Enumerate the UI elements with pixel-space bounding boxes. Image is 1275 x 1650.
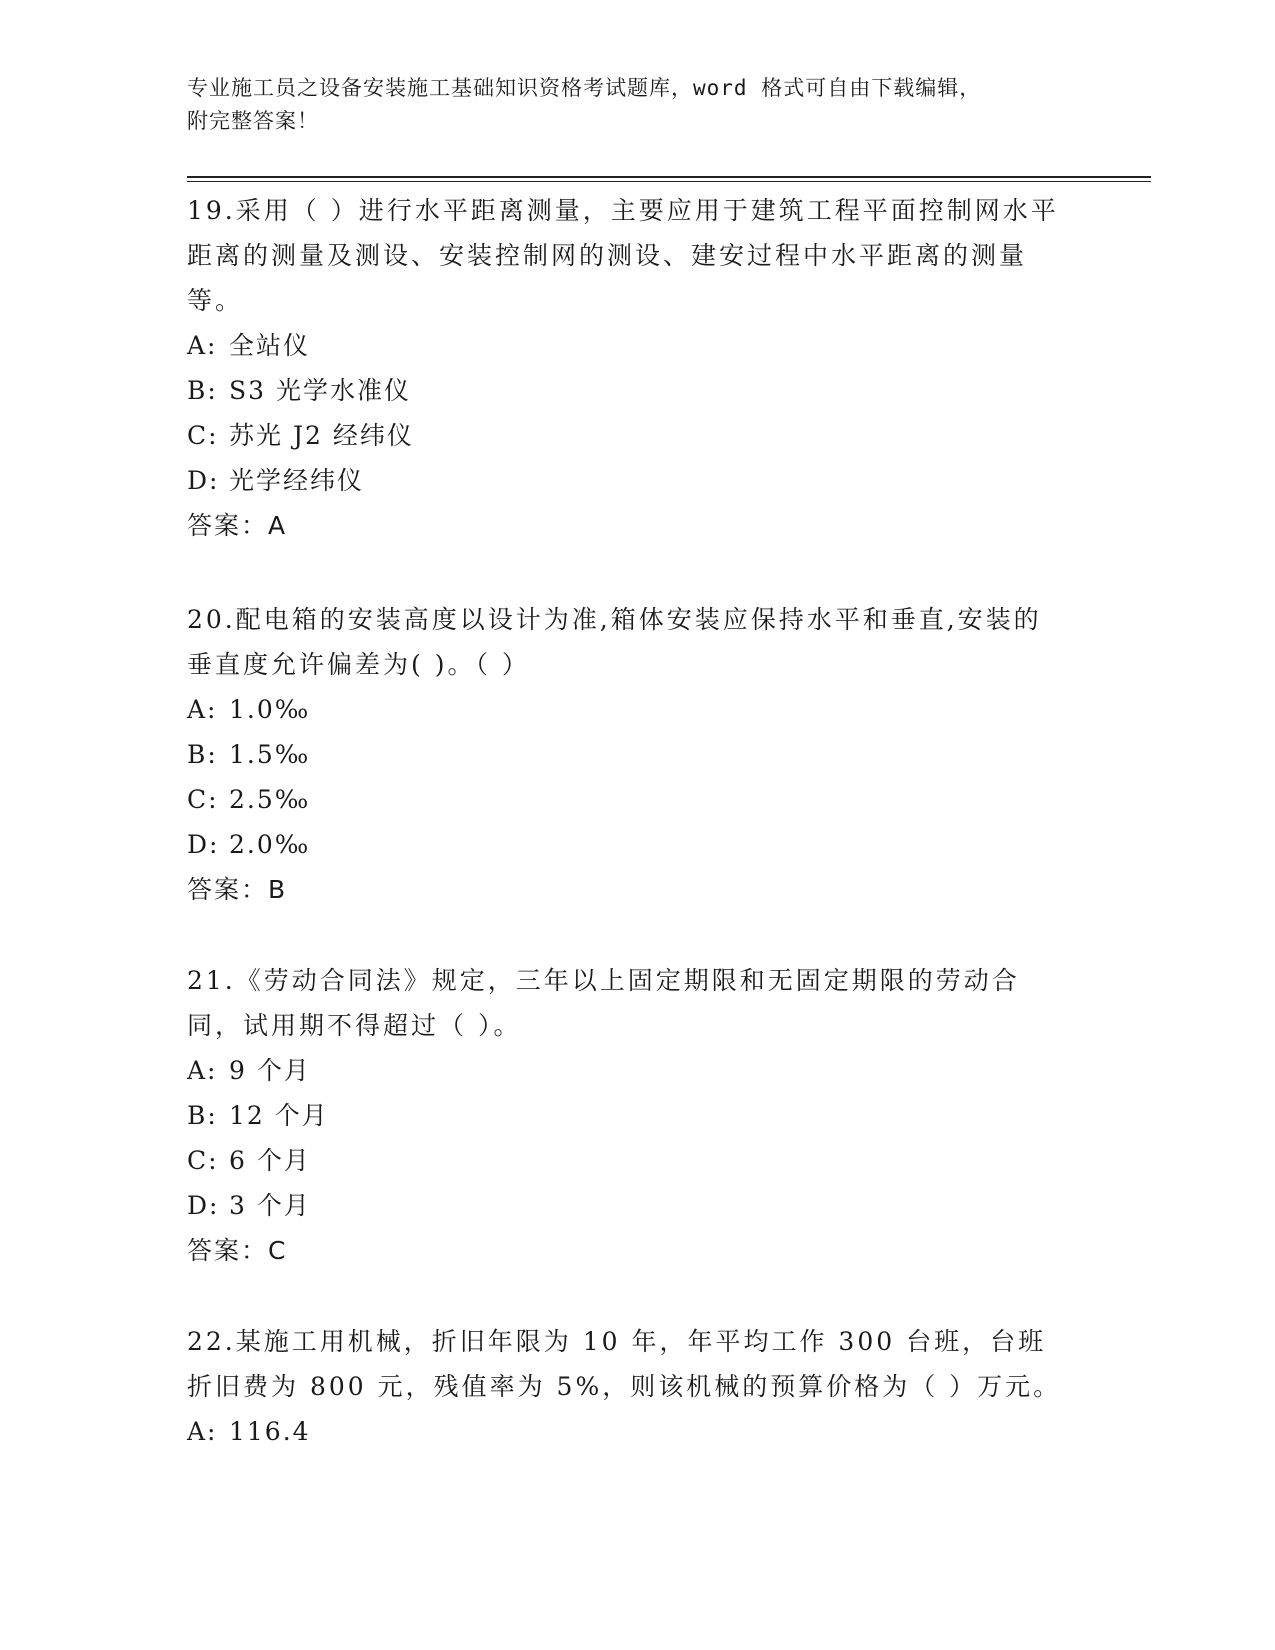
- document-header: [187, 72, 1067, 138]
- option-text: 3 个月: [229, 1191, 311, 1220]
- option-text: 1.5‰: [229, 740, 311, 769]
- option-text: S3 光学水准仪: [229, 376, 411, 405]
- question-21: [187, 958, 1067, 1273]
- answer-line: 答案：A: [187, 511, 288, 540]
- option-text: 1.0‰: [229, 695, 311, 724]
- option-text: 光学经纬仪: [229, 466, 365, 495]
- question-text: 21.《劳动合同法》规定，三年以上固定期限和无固定期限的劳动合同，试用期不得超过（ ）。: [187, 966, 1020, 1040]
- answer-line: 答案：B: [187, 875, 288, 904]
- option-d: [187, 822, 1067, 867]
- option-letter: A:: [187, 1056, 218, 1085]
- option-letter: B:: [187, 740, 218, 769]
- option-letter: A:: [187, 331, 218, 360]
- question-text: 19.采用（ ）进行水平距离测量，主要应用于建筑工程平面控制网水平距离的测量及测设、安装控制网的测设、建安过程中水平距离的测量等。: [187, 196, 1059, 315]
- option-letter: D:: [187, 1191, 220, 1220]
- option-c: [187, 1138, 1067, 1183]
- option-a: [187, 323, 1067, 368]
- option-c: [187, 777, 1067, 822]
- header-divider-thin: [187, 181, 1151, 182]
- option-letter: B:: [187, 1101, 218, 1130]
- question-text: 22.某施工用机械，折旧年限为 10 年，年平均工作 300 台班，台班折旧费为 800 元，残值率为 5%，则该机械的预算价格为（ ）万元。: [187, 1327, 1062, 1401]
- option-letter: B:: [187, 376, 218, 405]
- header-line-2: 附完整答案！: [187, 109, 319, 133]
- option-d: [187, 1183, 1067, 1228]
- option-text: 116.4: [229, 1417, 311, 1446]
- option-b: [187, 1093, 1067, 1138]
- option-letter: A:: [187, 1417, 218, 1446]
- option-a: [187, 1409, 1067, 1454]
- option-b: [187, 368, 1067, 413]
- option-text: 全站仪: [229, 331, 311, 360]
- question-20: [187, 597, 1067, 912]
- option-letter: C:: [187, 421, 219, 450]
- option-letter: C:: [187, 785, 219, 814]
- option-text: 12 个月: [229, 1101, 329, 1130]
- option-text: 2.0‰: [229, 830, 311, 859]
- header-divider-thick: [187, 176, 1151, 178]
- answer-line: 答案：C: [187, 1236, 288, 1265]
- option-a: [187, 687, 1067, 732]
- question-22: [187, 1319, 1067, 1454]
- header-line-1: 专业施工员之设备安装施工基础知识资格考试题库，word 格式可自由下载编辑，: [187, 76, 982, 100]
- question-text: 20.配电箱的安装高度以设计为准,箱体安装应保持水平和垂直,安装的垂直度允许偏差为( )。（ ）: [187, 605, 1042, 679]
- option-letter: C:: [187, 1146, 219, 1175]
- option-b: [187, 732, 1067, 777]
- option-d: [187, 458, 1067, 503]
- option-text: 苏光 J2 经纬仪: [229, 421, 414, 450]
- option-letter: D:: [187, 466, 220, 495]
- option-text: 9 个月: [229, 1056, 311, 1085]
- option-letter: D:: [187, 830, 220, 859]
- option-letter: A:: [187, 695, 218, 724]
- question-19: [187, 188, 1067, 548]
- option-text: 2.5‰: [229, 785, 311, 814]
- option-c: [187, 413, 1067, 458]
- option-a: [187, 1048, 1067, 1093]
- option-text: 6 个月: [229, 1146, 311, 1175]
